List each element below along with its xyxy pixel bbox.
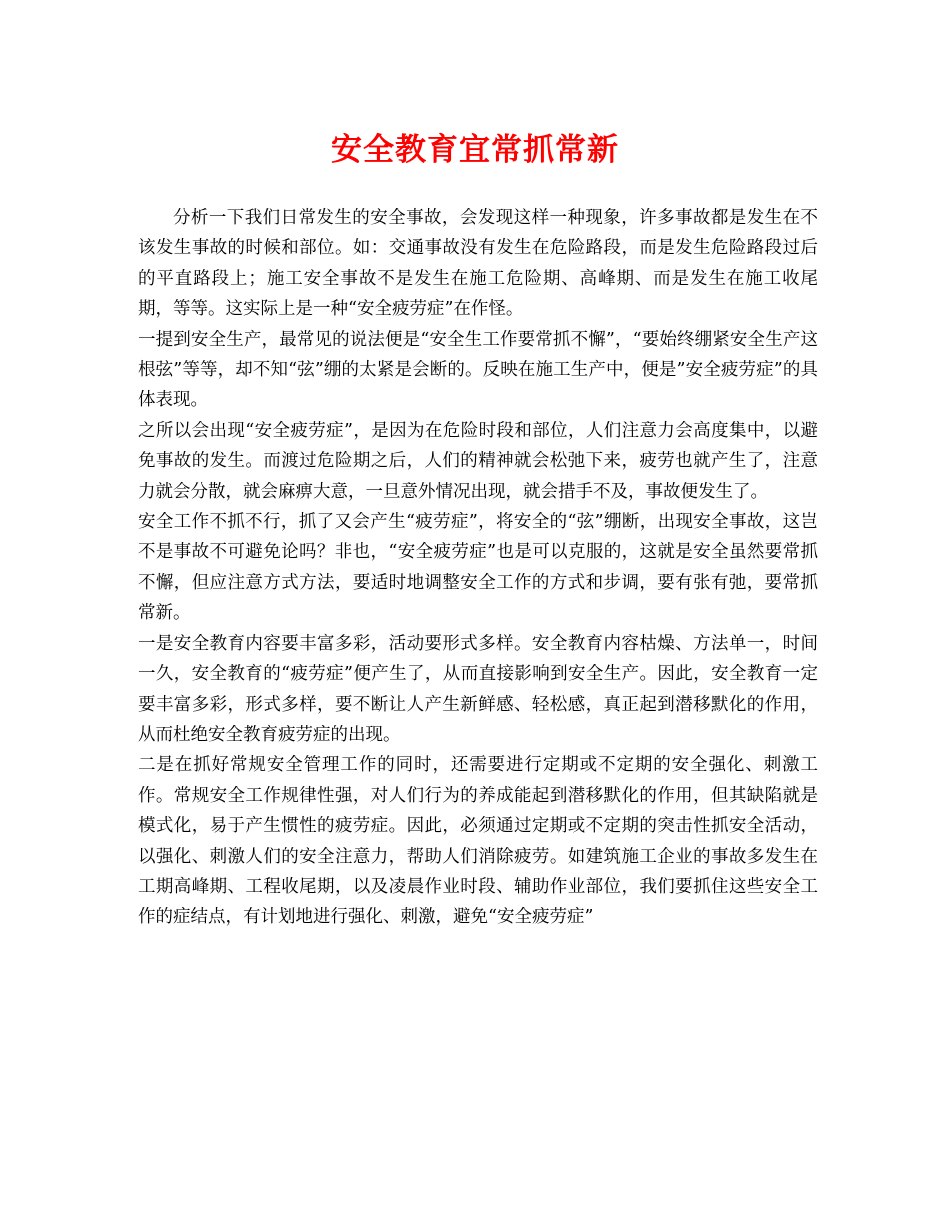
document-title: 安全教育宜常抓常新 bbox=[331, 132, 619, 168]
paragraph-6: 二是在抓好常规安全管理工作的同时，还需要进行定期或不定期的安全强化、刺激工作。常规安全工作规律性强，对人们行为的养成能起到潜移默化的作用，但其缺陷就是模式化，易于产生惯性的疲劳症。因此，必须通过定期或不定期的突击性抓安全活动，以强化、刺激人们的安全注意力，帮助人们消除疲劳。如建筑施工企业的事故多发生在工期高峰期、工程收尾期，以及凌晨作业时段、辅助作业部位，我们要抓住这些安全工作的症结点，有计划地进行强化、刺激，避免“安全疲劳症” bbox=[138, 755, 818, 928]
paragraph-1: 分析一下我们日常发生的安全事故，会发现这样一种现象，许多事故都是发生在不该发生事故的时候和部位。如：交通事故没有发生在危险路段，而是发生危险路段过后的平直路段上；施工安全事故不是发生在施工危险期、高峰期、而是发生在施工收尾期，等等。这实际上是一种“安全疲劳症”在作怪。 bbox=[138, 208, 818, 320]
document-body bbox=[138, 203, 818, 933]
paragraph-3: 之所以会出现“安全疲劳症”，是因为在危险时段和部位，人们注意力会高度集中，以避免事故的发生。而渡过危险期之后，人们的精神就会松弛下来，疲劳也就产生了，注意力就会分散，就会麻痹大意，一旦意外情况出现，就会措手不及，事故便发生了。 bbox=[138, 420, 818, 502]
paragraph-2: 一提到安全生产，最常见的说法便是“安全生工作要常抓不懈”，“要始终绷紧安全生产这根弦”等等，却不知“弦”绷的太紧是会断的。反映在施工生产中，便是”安全疲劳症”的具体表现。 bbox=[138, 329, 818, 411]
paragraph-4: 安全工作不抓不行，抓了又会产生“疲劳症”，将安全的“弦”绷断，出现安全事故，这岂不是事故不可避免论吗？非也，“安全疲劳症”也是可以克服的，这就是安全虽然要常抓不懈，但应注意方式方法，要适时地调整安全工作的方式和步调，要有张有弛，要常抓常新。 bbox=[138, 512, 818, 624]
paragraph-5: 一是安全教育内容要丰富多彩，活动要形式多样。安全教育内容枯燥、方法单一，时间一久，安全教育的“疲劳症”便产生了，从而直接影响到安全生产。因此，安全教育一定要丰富多彩，形式多样，要不断让人产生新鲜感、轻松感，真正起到潜移默化的作用，从而杜绝安全教育疲劳症的出现。 bbox=[138, 633, 818, 745]
